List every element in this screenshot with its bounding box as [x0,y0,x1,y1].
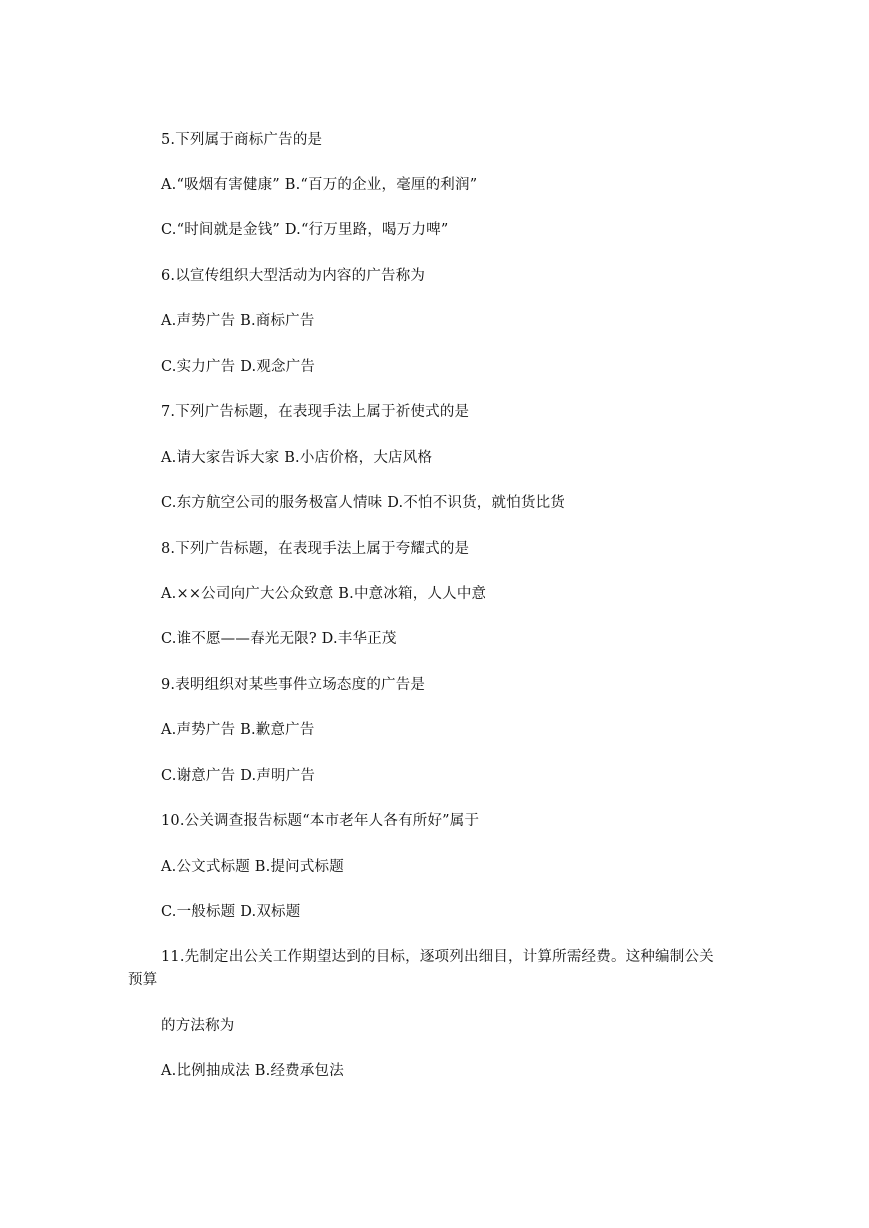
question-8-options-ab: A.××公司向广大公众致意 B.中意冰箱，人人中意 [161,586,487,602]
question-5-options-cd: C.“时间就是金钱” D.“行万里路，喝万力啤” [161,222,449,238]
question-8: 8.下列广告标题，在表现手法上属于夸耀式的是 [161,541,470,557]
question-7-options-cd: C.东方航空公司的服务极富人情味 D.不怕不识货，就怕货比货 [161,495,566,511]
question-11-continued: 预算 [128,972,158,988]
question-6-options-ab: A.声势广告 B.商标广告 [161,313,315,329]
question-11-options-ab: A.比例抽成法 B.经费承包法 [161,1063,344,1079]
question-10: 10.公关调查报告标题“本市老年人各有所好”属于 [161,813,480,829]
question-6: 6.以宣传组织大型活动为内容的广告称为 [161,268,426,284]
question-11: 11.先制定出公关工作期望达到的目标，逐项列出细目，计算所需经费。这种编制公关 [161,949,714,965]
question-10-options-ab: A.公文式标题 B.提问式标题 [161,859,344,875]
question-10-options-cd: C.一般标题 D.双标题 [161,904,301,920]
question-6-options-cd: C.实力广告 D.观念广告 [161,359,316,375]
question-5-options-ab: A.“吸烟有害健康” B.“百万的企业，毫厘的利润” [161,177,478,193]
question-8-options-cd: C.谁不愿——春光无限? D.丰华正茂 [161,631,397,647]
question-9-options-cd: C.谢意广告 D.声明广告 [161,768,316,784]
question-9-options-ab: A.声势广告 B.歉意广告 [161,722,315,738]
question-11-continued-2: 的方法称为 [161,1018,235,1034]
question-5: 5.下列属于商标广告的是 [161,132,323,148]
question-7: 7.下列广告标题，在表现手法上属于祈使式的是 [161,404,470,420]
question-9: 9.表明组织对某些事件立场态度的广告是 [161,677,426,693]
question-7-options-ab: A.请大家告诉大家 B.小店价格，大店风格 [161,450,433,466]
